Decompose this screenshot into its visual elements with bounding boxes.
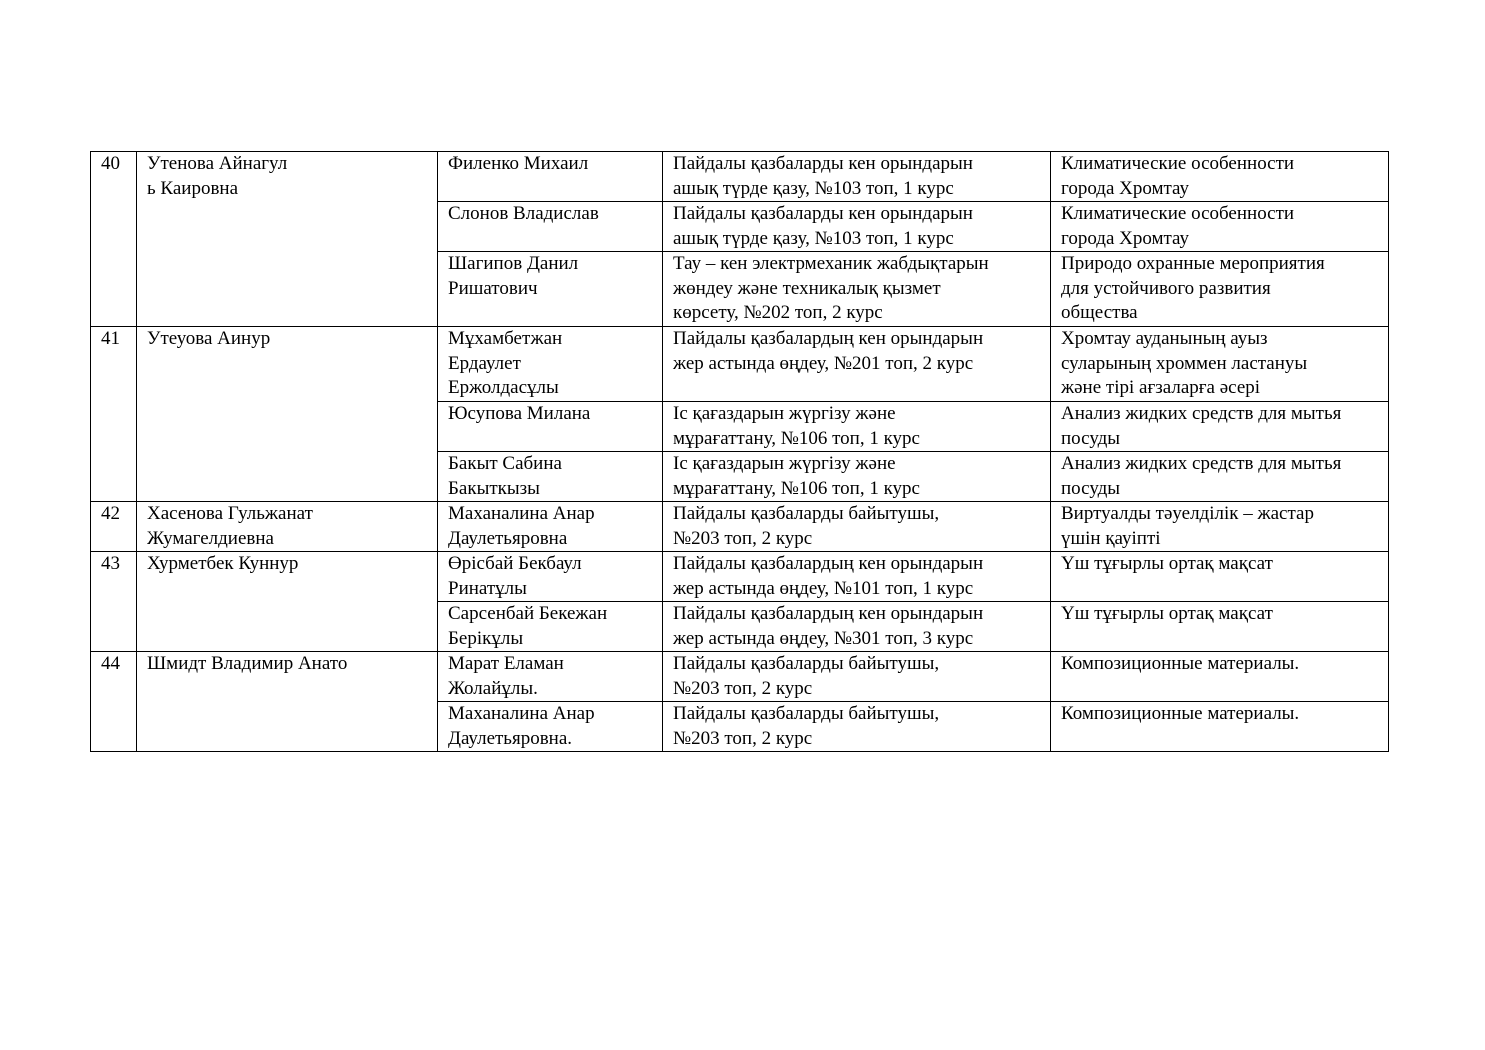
project-topic: Климатические особенности города Хромтау — [1051, 202, 1389, 252]
student-name: Марат Еламан Жолайұлы. — [438, 652, 663, 702]
table-row — [91, 502, 1389, 552]
table-row — [91, 552, 1389, 602]
row-number: 43 — [91, 552, 137, 652]
specialty-group: Іс қағаздарын жүргізу және мұрағаттану, №106 топ, 1 курс — [663, 402, 1051, 452]
project-topic: Композиционные материалы. — [1051, 702, 1389, 752]
project-topic: Үш тұғырлы ортақ мақсат — [1051, 602, 1389, 652]
project-topic: Үш тұғырлы ортақ мақсат — [1051, 552, 1389, 602]
table-row — [91, 152, 1389, 202]
student-name: Маханалина Анар Даулетьяровна — [438, 502, 663, 552]
specialty-group: Пайдалы қазбалардың кен орындарын жер астында өңдеу, №201 топ, 2 курс — [663, 327, 1051, 402]
assignment-table — [90, 151, 1389, 752]
supervisor-name: Хасенова Гульжанат Жумагелдиевна — [137, 502, 438, 552]
specialty-group: Іс қағаздарын жүргізу және мұрағаттану, №106 топ, 1 курс — [663, 452, 1051, 502]
student-name: Сарсенбай Бекежан Берікұлы — [438, 602, 663, 652]
table-row — [91, 327, 1389, 402]
specialty-group: Пайдалы қазбалардың кен орындарын жер астында өңдеу, №301 топ, 3 курс — [663, 602, 1051, 652]
specialty-group: Пайдалы қазбаларды байытушы, №203 топ, 2 курс — [663, 502, 1051, 552]
supervisor-name: Шмидт Владимир Анато — [137, 652, 438, 752]
specialty-group: Пайдалы қазбаларды кен орындарын ашық түрде қазу, №103 топ, 1 курс — [663, 202, 1051, 252]
student-name: Өрісбай Бекбаул Ринатұлы — [438, 552, 663, 602]
student-name: Филенко Михаил — [438, 152, 663, 202]
specialty-group: Пайдалы қазбаларды байытушы, №203 топ, 2 курс — [663, 702, 1051, 752]
student-name: Бакыт Сабина Бакыткызы — [438, 452, 663, 502]
project-topic: Композиционные материалы. — [1051, 652, 1389, 702]
supervisor-name: Хурметбек Куннур — [137, 552, 438, 652]
specialty-group: Пайдалы қазбаларды байытушы, №203 топ, 2 курс — [663, 652, 1051, 702]
project-topic: Виртуалды тәуелділік – жастар үшін қауіпті — [1051, 502, 1389, 552]
project-topic: Анализ жидких средств для мытья посуды — [1051, 452, 1389, 502]
row-number: 41 — [91, 327, 137, 502]
student-name: Мұхамбетжан Ердаулет Ержолдасұлы — [438, 327, 663, 402]
supervisor-name: Утенова Айнагул ь Каировна — [137, 152, 438, 327]
project-topic: Климатические особенности города Хромтау — [1051, 152, 1389, 202]
student-name: Шагипов Данил Ришатович — [438, 252, 663, 327]
project-topic: Природо охранные мероприятия для устойчивого развития общества — [1051, 252, 1389, 327]
specialty-group: Тау – кен электрмеханик жабдықтарын жөндеу және техникалық қызмет көрсету, №202 топ, 2 курс — [663, 252, 1051, 327]
specialty-group: Пайдалы қазбаларды кен орындарын ашық түрде қазу, №103 топ, 1 курс — [663, 152, 1051, 202]
specialty-group: Пайдалы қазбалардың кен орындарын жер астында өңдеу, №101 топ, 1 курс — [663, 552, 1051, 602]
student-name: Юсупова Милана — [438, 402, 663, 452]
row-number: 40 — [91, 152, 137, 327]
project-topic: Хромтау ауданының ауыз суларының хроммен ластануы және тірі ағзаларға әсері — [1051, 327, 1389, 402]
supervisor-name: Утеуова Аинур — [137, 327, 438, 502]
row-number: 44 — [91, 652, 137, 752]
table-row — [91, 652, 1389, 702]
row-number: 42 — [91, 502, 137, 552]
student-name: Маханалина Анар Даулетьяровна. — [438, 702, 663, 752]
project-topic: Анализ жидких средств для мытья посуды — [1051, 402, 1389, 452]
student-name: Слонов Владислав — [438, 202, 663, 252]
